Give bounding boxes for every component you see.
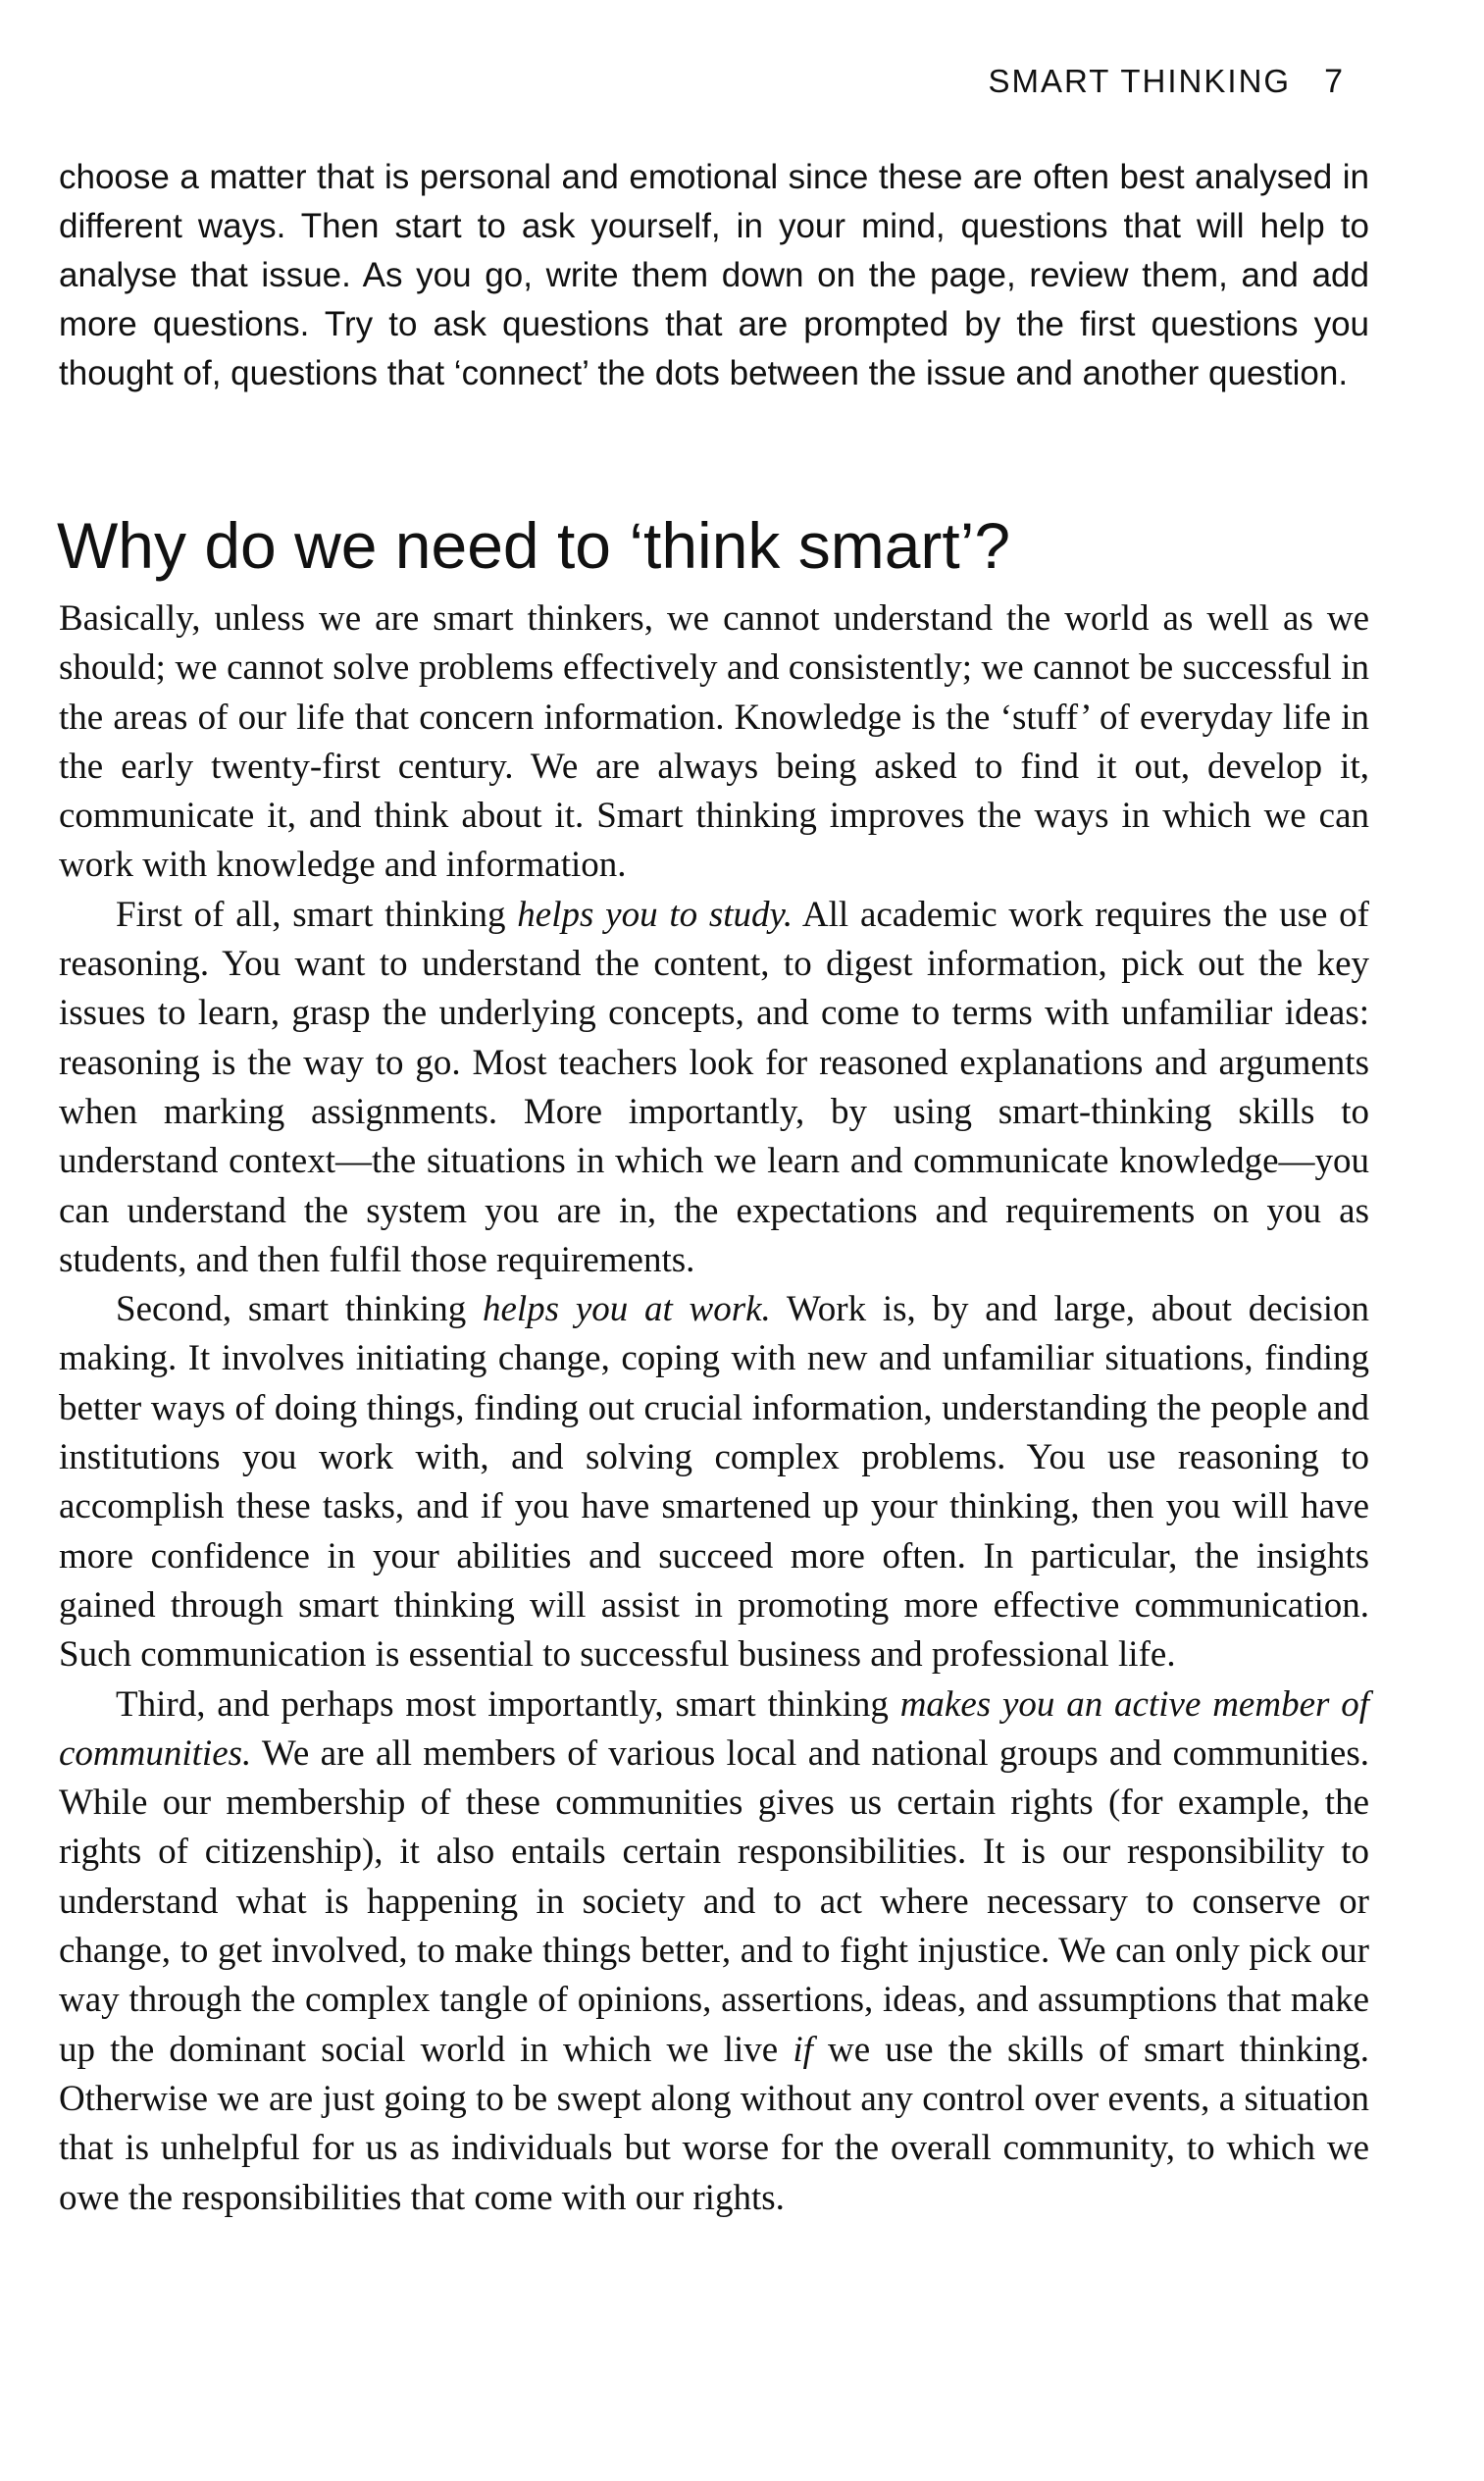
paragraph-4-lead: Third, and perhaps most importantly, smart thinking xyxy=(116,1683,900,1725)
paragraph-4-emphasis-if: if xyxy=(793,2029,813,2070)
paragraph-2-lead: First of all, smart thinking xyxy=(116,894,518,935)
paragraph-3-lead: Second, smart thinking xyxy=(116,1289,483,1330)
running-head xyxy=(989,63,1343,101)
paragraph-4-rest-2: we use the skills of smart thinking. Otherwise we are just going to be swept along without any control over events, a situation that is unhelpful for us as individuals but worse for the overall community, to which we owe the responsibilities that come with our rights. xyxy=(59,2029,1369,2218)
running-head-title: SMART THINKING xyxy=(988,63,1292,99)
intro-paragraph-block xyxy=(59,153,1369,398)
paragraph-2-rest: All academic work requires the use of reasoning. You want to understand the content, to digest information, pick out the key issues to learn, grasp the underlying concepts, and come to terms with unfamiliar ideas: reasoning is the way to go. Most teachers look for reasoned explanations and arguments when marking assignments. More importantly, by using smart-thinking skills to understand context—the situations in which we learn and communicate knowledge—you can understand the system you are in, the expectations and requirements on you as students, and then fulfil those requirements. xyxy=(59,894,1369,1280)
paragraph-4-emphasis: makes you an active member of communities. xyxy=(59,1683,1369,1774)
paragraph-4-rest: We are all members of various local and national groups and communities. While our membership of these communities gives us certain rights (for example, the rights of citizenship), it also entails certain responsibilities. It is our responsibility to understand what is happening in society and to act where necessary to conserve or change, to get involved, to make things better, and to fight injustice. We can only pick our way through the complex tangle of opinions, assertions, ideas, and assumptions that make up the dominant social world in which we live xyxy=(59,1732,1369,2070)
body-paragraph-3 xyxy=(59,1285,1369,1680)
intro-paragraph: choose a matter that is personal and emotional since these are often best analysed in different ways. Then start to ask yourself, in your mind, questions that will help to analyse that issue. As you go, write them down on the page, review them, and add more questions. Try to ask questions that are prompted by the first questions you thought of, questions that ‘connect’ the dots between the issue and another question. xyxy=(59,158,1369,392)
body-paragraph-2 xyxy=(59,891,1369,1285)
body-paragraph-4 xyxy=(59,1680,1369,2223)
paragraph-3-emphasis: helps you at work. xyxy=(482,1289,771,1330)
section-body xyxy=(59,594,1369,2223)
section-heading: Why do we need to ‘think smart’? xyxy=(57,509,1011,582)
body-paragraph-1: Basically, unless we are smart thinkers, we cannot understand the world as well as we should; we cannot solve problems effectively and consistently; we cannot be successful in the areas of our life that concern information. Knowledge is the ‘stuff’ of everyday life in the early twenty-first century. We are always being asked to find it out, develop it, communicate it, and think about it. Smart thinking improves the ways in which we can work with knowledge and information. xyxy=(59,598,1369,886)
paragraph-3-rest: Work is, by and large, about decision making. It involves initiating change, coping with new and unfamiliar situations, finding better ways of doing things, finding out crucial information, understanding the people and institutions you work with, and solving complex problems. You use reasoning to accomplish these tasks, and if you have smartened up your thinking, then you will have more confidence in your abilities and succeed more often. In particular, the insights gained through smart thinking will assist in promoting more effective communication. Such communication is essential to successful business and professional life. xyxy=(59,1289,1369,1676)
paragraph-2-emphasis: helps you to study. xyxy=(517,894,793,935)
page-number: 7 xyxy=(1324,63,1343,100)
